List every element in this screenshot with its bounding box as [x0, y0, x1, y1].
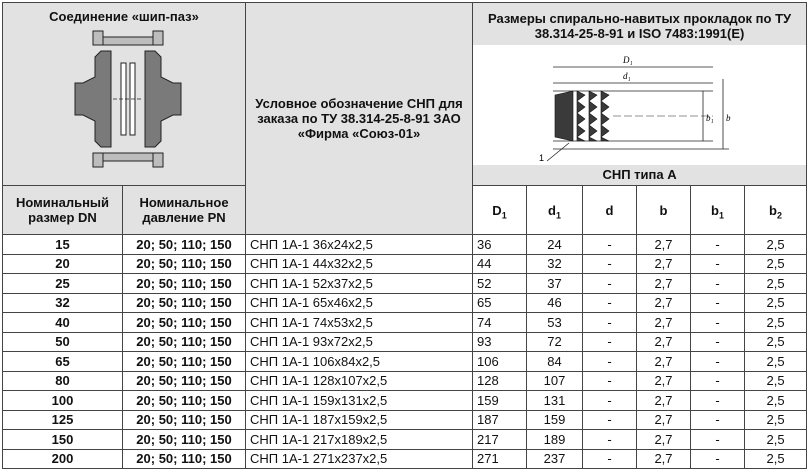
table-row: [3, 274, 807, 294]
cell-pn: 20; 50; 110; 150: [123, 352, 246, 372]
gasket-table: [2, 2, 807, 469]
cell-b1: -: [691, 371, 745, 391]
cell-D1: 44: [473, 254, 527, 274]
col-header-D1: $D_1$: [473, 186, 527, 235]
cell-D1: 106: [473, 352, 527, 372]
cell-d1: 189: [527, 430, 583, 450]
cell-d1: 72: [527, 332, 583, 352]
label-callout: 1: [539, 153, 545, 163]
cell-dn: 65: [3, 352, 123, 372]
cell-b1: -: [691, 254, 745, 274]
cell-b: 2,7: [637, 313, 691, 333]
cell-pn: 20; 50; 110; 150: [123, 235, 246, 255]
cell-b2: 2,5: [745, 313, 807, 333]
cell-dn: 100: [3, 391, 123, 411]
sizes-title: Размеры спирально-навитых прокладок по ТУ 38.314-25-8-91 и ISO 7483:1991(E): [487, 11, 792, 41]
cell-d1: 84: [527, 352, 583, 372]
cell-d: -: [583, 352, 637, 372]
cell-dn: 125: [3, 410, 123, 430]
table-row: [3, 371, 807, 391]
cell-b: 2,7: [637, 410, 691, 430]
cell-d: -: [583, 235, 637, 255]
cell-d1: 237: [527, 449, 583, 469]
cell-b1: -: [691, 410, 745, 430]
cell-pn: 20; 50; 110; 150: [123, 254, 246, 274]
cell-dn: 150: [3, 430, 123, 450]
cell-D1: 128: [473, 371, 527, 391]
col-header-b1: $b_1$: [691, 186, 745, 235]
cell-b: 2,7: [637, 371, 691, 391]
table-row: [3, 410, 807, 430]
cell-b1: -: [691, 449, 745, 469]
cell-b2: 2,5: [745, 254, 807, 274]
cell-designation: СНП 1А-1 159х131х2,5: [246, 391, 473, 411]
sizes-header-cell: [473, 3, 807, 186]
cell-dn: 80: [3, 371, 123, 391]
cell-designation: СНП 1А-1 187х159х2,5: [246, 410, 473, 430]
cell-D1: 65: [473, 293, 527, 313]
table-row: [3, 313, 807, 333]
cell-designation: СНП 1А-1 74х53х2,5: [246, 313, 473, 333]
cell-d: -: [583, 293, 637, 313]
cell-designation: СНП 1А-1 44х32х2,5: [246, 254, 473, 274]
cell-d1: 159: [527, 410, 583, 430]
cell-dn: 25: [3, 274, 123, 294]
cell-d: -: [583, 391, 637, 411]
cell-d: -: [583, 332, 637, 352]
table-row: [3, 254, 807, 274]
table-row: [3, 391, 807, 411]
cell-b: 2,7: [637, 293, 691, 313]
label-D1: D₁: [623, 55, 633, 65]
cell-d: -: [583, 430, 637, 450]
table-row: [3, 235, 807, 255]
cell-b2: 2,5: [745, 371, 807, 391]
cell-D1: 217: [473, 430, 527, 450]
cell-d1: 53: [527, 313, 583, 333]
cell-D1: 52: [473, 274, 527, 294]
cell-designation: СНП 1А-1 106х84х2,5: [246, 352, 473, 372]
cell-d: -: [583, 410, 637, 430]
col-header-d1: $d_1$: [527, 186, 583, 235]
cell-d1: 32: [527, 254, 583, 274]
gasket-cross-section-illustration: [473, 45, 803, 165]
cell-b2: 2,5: [745, 274, 807, 294]
cell-b2: 2,5: [745, 391, 807, 411]
cell-d: -: [583, 274, 637, 294]
cell-D1: 271: [473, 449, 527, 469]
label-b1: b₁: [706, 113, 714, 123]
connection-title: Соединение «шип-паз»: [49, 9, 199, 24]
cell-d: -: [583, 371, 637, 391]
cell-b2: 2,5: [745, 235, 807, 255]
table-row: [3, 332, 807, 352]
designation-header: Условное обозначение СНП для заказа по ТУ 38.314-25-8-91 ЗАО «Фирма «Союз-01»: [246, 3, 473, 235]
cell-b1: -: [691, 430, 745, 450]
cell-pn: 20; 50; 110; 150: [123, 391, 246, 411]
cell-b1: -: [691, 293, 745, 313]
gasket-type: СНП типа А: [473, 165, 806, 185]
table-row: [3, 352, 807, 372]
cell-b1: -: [691, 391, 745, 411]
table-row: [3, 430, 807, 450]
cell-b1: -: [691, 352, 745, 372]
cell-b: 2,7: [637, 352, 691, 372]
cell-d: -: [583, 254, 637, 274]
table-row: [3, 449, 807, 469]
cell-designation: СНП 1А-1 271х237х2,5: [246, 449, 473, 469]
cell-d: -: [583, 449, 637, 469]
cell-b2: 2,5: [745, 293, 807, 313]
cell-b1: -: [691, 274, 745, 294]
cell-dn: 40: [3, 313, 123, 333]
cell-d: -: [583, 313, 637, 333]
gasket-drawing: [473, 45, 806, 165]
col-header-b2: $b_2$: [745, 186, 807, 235]
cell-b: 2,7: [637, 391, 691, 411]
cell-b1: -: [691, 313, 745, 333]
cell-designation: СНП 1А-1 128х107х2,5: [246, 371, 473, 391]
cell-b: 2,7: [637, 254, 691, 274]
cell-b: 2,7: [637, 274, 691, 294]
cell-designation: СНП 1А-1 52х37х2,5: [246, 274, 473, 294]
cell-pn: 20; 50; 110; 150: [123, 332, 246, 352]
cell-d1: 46: [527, 293, 583, 313]
cell-D1: 159: [473, 391, 527, 411]
cell-d1: 131: [527, 391, 583, 411]
cell-dn: 32: [3, 293, 123, 313]
cell-pn: 20; 50; 110; 150: [123, 371, 246, 391]
cell-pn: 20; 50; 110; 150: [123, 410, 246, 430]
cell-dn: 200: [3, 449, 123, 469]
cell-D1: 36: [473, 235, 527, 255]
flange-drawing-cell: [3, 3, 246, 186]
cell-D1: 74: [473, 313, 527, 333]
cell-b1: -: [691, 235, 745, 255]
table-body: [3, 235, 807, 469]
cell-b2: 2,5: [745, 332, 807, 352]
nominal-pressure-header: Номинальное давление PN: [123, 186, 246, 235]
table-row: [3, 293, 807, 313]
cell-b2: 2,5: [745, 430, 807, 450]
flange-joint-illustration: [13, 29, 233, 169]
cell-D1: 187: [473, 410, 527, 430]
cell-pn: 20; 50; 110; 150: [123, 274, 246, 294]
cell-designation: СНП 1А-1 65х46х2,5: [246, 293, 473, 313]
col-header-d: d: [583, 186, 637, 235]
label-b: b: [726, 113, 731, 123]
cell-designation: СНП 1А-1 93х72х2,5: [246, 332, 473, 352]
cell-b: 2,7: [637, 332, 691, 352]
cell-designation: СНП 1А-1 217х189х2,5: [246, 430, 473, 450]
cell-pn: 20; 50; 110; 150: [123, 449, 246, 469]
cell-b: 2,7: [637, 235, 691, 255]
cell-b2: 2,5: [745, 449, 807, 469]
cell-d1: 107: [527, 371, 583, 391]
cell-b: 2,7: [637, 449, 691, 469]
cell-pn: 20; 50; 110; 150: [123, 313, 246, 333]
cell-b2: 2,5: [745, 410, 807, 430]
cell-pn: 20; 50; 110; 150: [123, 430, 246, 450]
cell-d1: 37: [527, 274, 583, 294]
cell-b: 2,7: [637, 430, 691, 450]
cell-designation: СНП 1А-1 36х24х2,5: [246, 235, 473, 255]
cell-pn: 20; 50; 110; 150: [123, 293, 246, 313]
nominal-size-header: Номинальный размер DN: [3, 186, 123, 235]
cell-d1: 24: [527, 235, 583, 255]
cell-D1: 93: [473, 332, 527, 352]
cell-dn: 50: [3, 332, 123, 352]
cell-dn: 20: [3, 254, 123, 274]
cell-dn: 15: [3, 235, 123, 255]
cell-b2: 2,5: [745, 352, 807, 372]
label-d1: d₁: [623, 71, 631, 81]
col-header-b: b: [637, 186, 691, 235]
cell-b1: -: [691, 332, 745, 352]
